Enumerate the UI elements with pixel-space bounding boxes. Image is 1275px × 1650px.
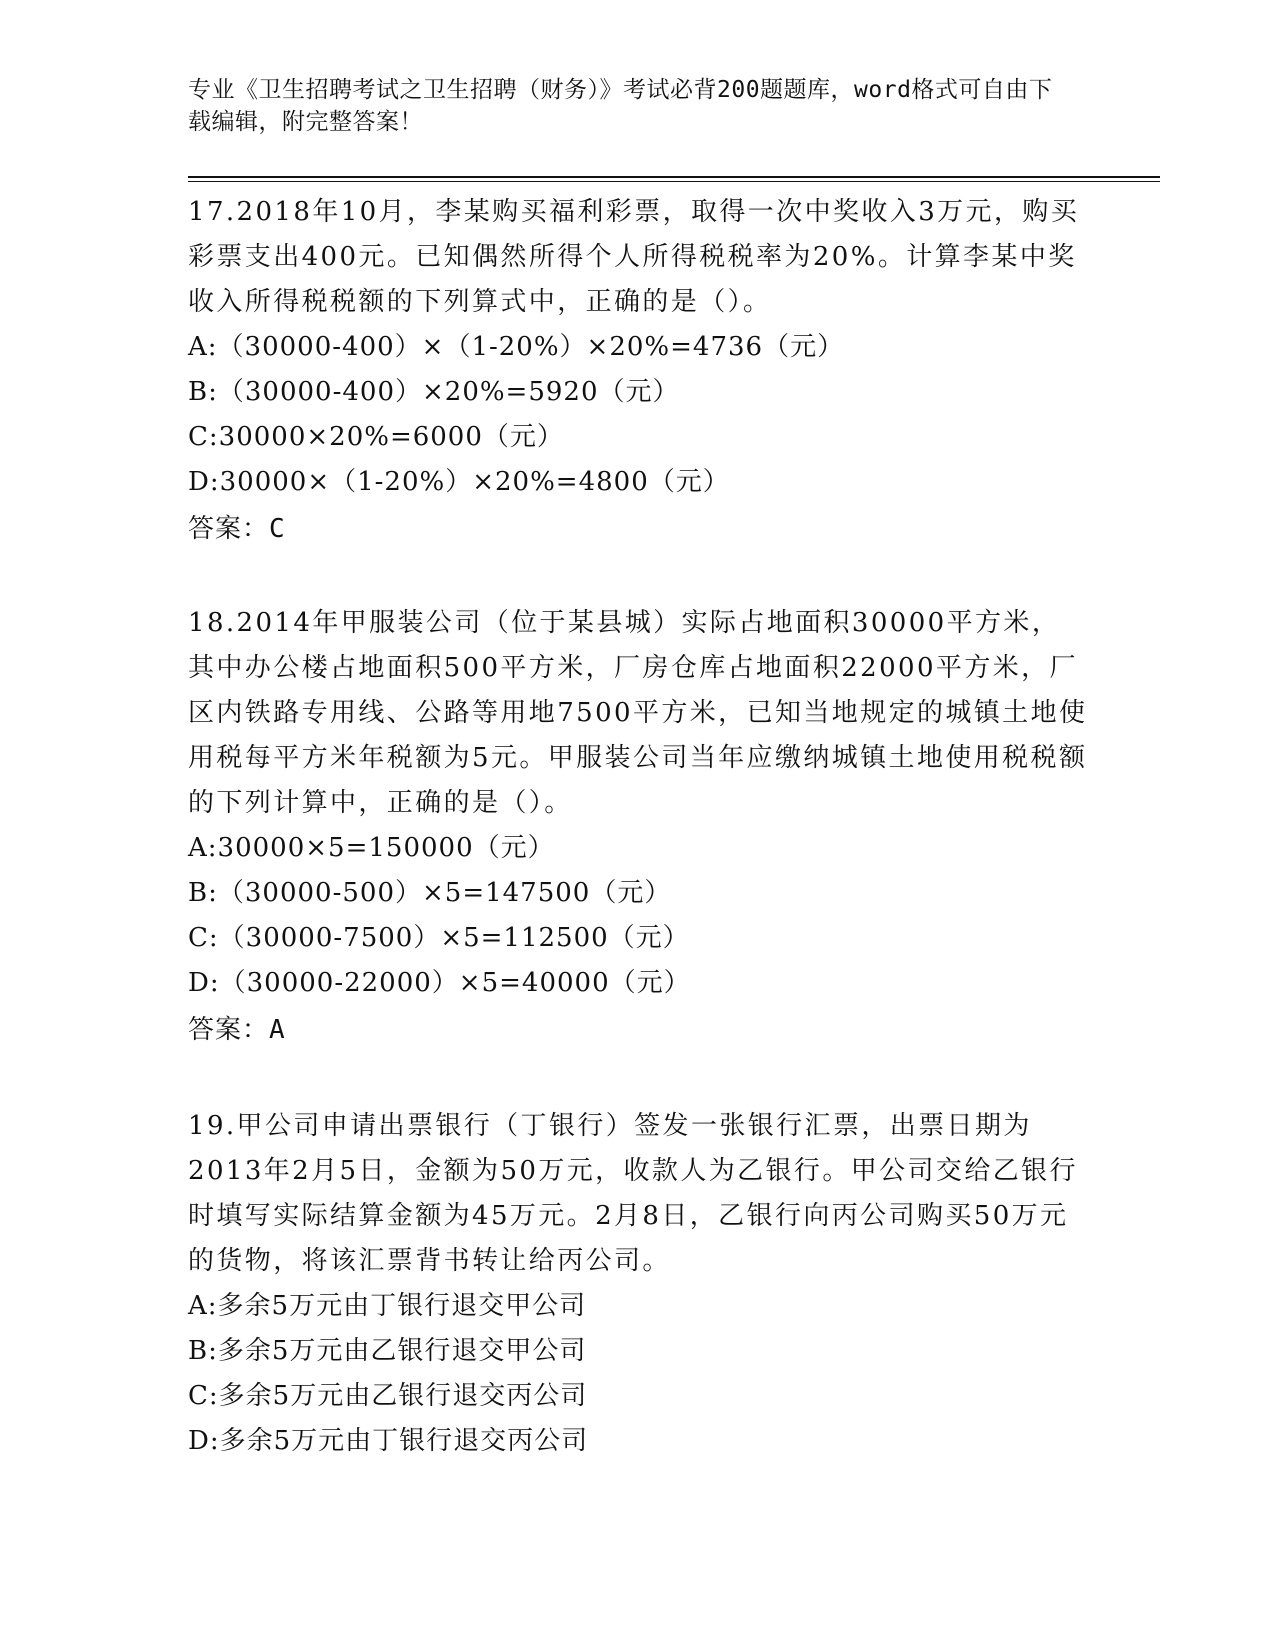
option-c: C:多余5万元由乙银行退交丙公司: [188, 1381, 588, 1411]
header-divider-thin: [188, 181, 1160, 182]
header-divider-thick: [188, 176, 1160, 178]
answer-line: 答案：A: [188, 1015, 286, 1045]
question-19: [188, 1104, 1088, 1464]
question-stem: 18.2014年甲服装公司（位于某县城）实际占地面积30000平方米，其中办公楼占地面积500平方米，厂房仓库占地面积22000平方米，厂区内铁路专用线、公路等用地7500平方米，已知当地规定的城镇土地使用税每平方米年税额为5元。甲服装公司当年应缴纳城镇土地使用税税额的下列计算中，正确的是（）。: [188, 608, 1088, 818]
question-stem: 17.2018年10月，李某购买福利彩票，取得一次中奖收入3万元，购买彩票支出400元。已知偶然所得个人所得税税率为20%。计算李某中奖收入所得税税额的下列算式中，正确的是（）。: [188, 197, 1080, 317]
option-a: A:（30000-400）×（1-20%）×20%=4736（元）: [188, 332, 845, 362]
option-b: B:（30000-500）×5=147500（元）: [188, 878, 672, 908]
option-d: D:多余5万元由丁银行退交丙公司: [188, 1426, 589, 1456]
option-a: A:30000×5=150000（元）: [188, 833, 555, 863]
option-d: D:30000×（1-20%）×20%=4800（元）: [188, 467, 730, 497]
question-stem: 19.甲公司申请出票银行（丁银行）签发一张银行汇票，出票日期为2013年2月5日，金额为50万元，收款人为乙银行。甲公司交给乙银行时填写实际结算金额为45万元。2月8日，乙银行向丙公司购买50万元的货物，将该汇票背书转让给丙公司。: [188, 1111, 1078, 1276]
option-b: B:多余5万元由乙银行退交甲公司: [188, 1336, 587, 1366]
option-c: C:30000×20%=6000（元）: [188, 422, 564, 452]
option-a: A:多余5万元由丁银行退交甲公司: [188, 1291, 587, 1321]
answer-line: 答案：C: [188, 514, 286, 544]
document-header: 专业《卫生招聘考试之卫生招聘（财务）》考试必背200题题库，word格式可自由下载编辑，附完整答案！: [188, 77, 1053, 135]
question-18: [188, 601, 1088, 1054]
option-c: C:（30000-7500）×5=112500（元）: [188, 923, 690, 953]
question-17: [188, 190, 1088, 553]
option-d: D:（30000-22000）×5=40000（元）: [188, 968, 691, 998]
option-b: B:（30000-400）×20%=5920（元）: [188, 377, 680, 407]
